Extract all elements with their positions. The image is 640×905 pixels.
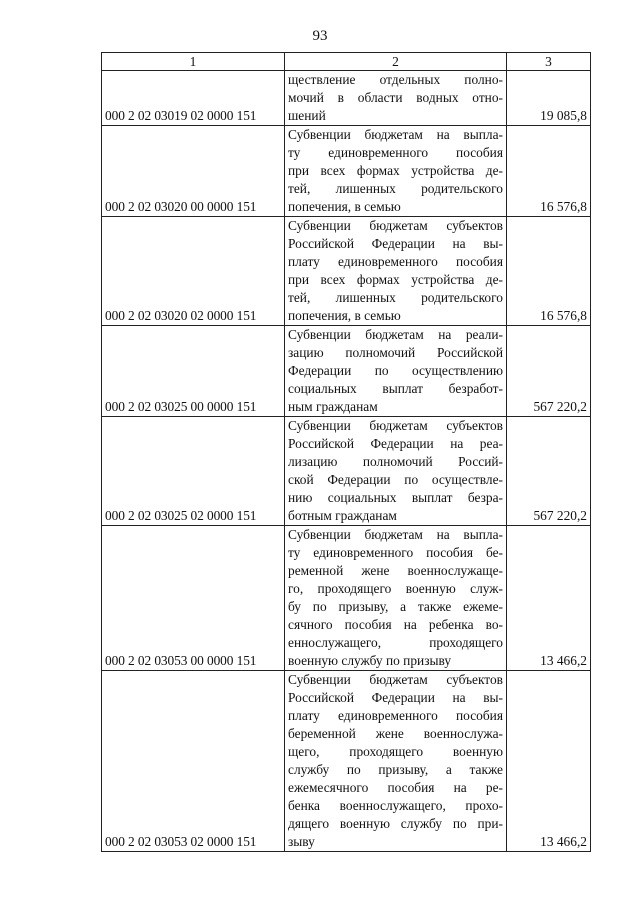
amount-cell: 16 576,8: [507, 126, 591, 217]
description-line: плату единовременного пособия: [288, 254, 503, 269]
description-line: сячного пособия на ребенка во-: [288, 617, 503, 632]
description-line: попечения, в семью: [288, 308, 401, 323]
budget-table: [101, 52, 591, 852]
amount-cell: 13 466,2: [507, 671, 591, 852]
description-cell: [285, 126, 507, 217]
description-line: ту единовременного пособия бе-: [288, 545, 503, 560]
description-line: Федерации по осуществлению: [288, 363, 503, 378]
description-line: Российской Федерации на вы-: [288, 236, 503, 251]
header-col-amount: 3: [507, 53, 591, 71]
description-line: беременной жене военнослужа-: [288, 726, 503, 741]
description-cell: [285, 417, 507, 526]
description-line: нию социальных выплат безра-: [288, 490, 503, 505]
description-line: при всех формах устройства де-: [288, 272, 503, 287]
table-row: [102, 217, 591, 326]
description-line: еннослужащего, проходящего: [288, 635, 503, 650]
description-line: щего, проходящего военную: [288, 744, 503, 759]
description-line: ботным гражданам: [288, 508, 397, 523]
budget-code-cell: 000 2 02 03025 00 0000 151: [102, 326, 285, 417]
description-line: ременной жене военнослужаще-: [288, 563, 503, 578]
table-header-row: [102, 53, 591, 71]
table-row: [102, 126, 591, 217]
description-line: ту единовременного пособия: [288, 145, 503, 160]
description-line: бенка военнослужащего, прохо-: [288, 798, 503, 813]
amount-cell: 19 085,8: [507, 71, 591, 126]
description-line: дящего военную службу по при-: [288, 816, 503, 831]
description-line: попечения, в семью: [288, 199, 401, 214]
description-cell: [285, 526, 507, 671]
amount-cell: 567 220,2: [507, 326, 591, 417]
description-line: ным гражданам: [288, 399, 378, 414]
header-col-code: 1: [102, 53, 285, 71]
table-row: [102, 526, 591, 671]
description-line: службу по призыву, а также: [288, 762, 503, 777]
table-row: [102, 326, 591, 417]
header-col-description: 2: [285, 53, 507, 71]
description-line: ежемесячного пособия на ре-: [288, 780, 503, 795]
description-line: плату единовременного пособия: [288, 708, 503, 723]
description-line: социальных выплат безработ-: [288, 381, 503, 396]
description-line: Субвенции бюджетам субъектов: [288, 672, 503, 687]
description-line: Субвенции бюджетам на реали-: [288, 327, 503, 342]
budget-code-cell: 000 2 02 03020 02 0000 151: [102, 217, 285, 326]
budget-code-cell: 000 2 02 03053 02 0000 151: [102, 671, 285, 852]
description-line: го, проходящего военную служ-: [288, 581, 503, 596]
description-cell: [285, 217, 507, 326]
description-line: при всех формах устройства де-: [288, 163, 503, 178]
description-line: зацию полномочий Российской: [288, 345, 503, 360]
description-cell: [285, 71, 507, 126]
budget-code-cell: 000 2 02 03025 02 0000 151: [102, 417, 285, 526]
description-line: Субвенции бюджетам на выпла-: [288, 527, 503, 542]
table-row: [102, 71, 591, 126]
description-line: тей, лишенных родительского: [288, 181, 503, 196]
description-line: ществление отдельных полно-: [288, 72, 503, 87]
description-cell: [285, 326, 507, 417]
amount-cell: 13 466,2: [507, 526, 591, 671]
description-line: зыву: [288, 834, 315, 849]
description-cell: [285, 671, 507, 852]
description-line: тей, лишенных родительского: [288, 290, 503, 305]
table-body: [102, 71, 591, 852]
description-line: мочий в области водных отно-: [288, 90, 503, 105]
description-line: Субвенции бюджетам субъектов: [288, 218, 503, 233]
description-line: Субвенции бюджетам субъектов: [288, 418, 503, 433]
page-number: 93: [312, 28, 328, 44]
description-line: шений: [288, 108, 326, 123]
table-row: [102, 417, 591, 526]
amount-cell: 16 576,8: [507, 217, 591, 326]
budget-code-cell: 000 2 02 03019 02 0000 151: [102, 71, 285, 126]
table-row: [102, 671, 591, 852]
description-line: Российской Федерации на реа-: [288, 436, 503, 451]
budget-code-cell: 000 2 02 03020 00 0000 151: [102, 126, 285, 217]
description-line: Субвенции бюджетам на выпла-: [288, 127, 503, 142]
description-line: Российской Федерации на вы-: [288, 690, 503, 705]
description-line: ской Федерации по осуществле-: [288, 472, 503, 487]
description-line: военную службу по призыву: [288, 653, 452, 668]
description-line: бу по призыву, а также ежеме-: [288, 599, 503, 614]
amount-cell: 567 220,2: [507, 417, 591, 526]
description-line: лизацию полномочий Россий-: [288, 454, 503, 469]
budget-code-cell: 000 2 02 03053 00 0000 151: [102, 526, 285, 671]
